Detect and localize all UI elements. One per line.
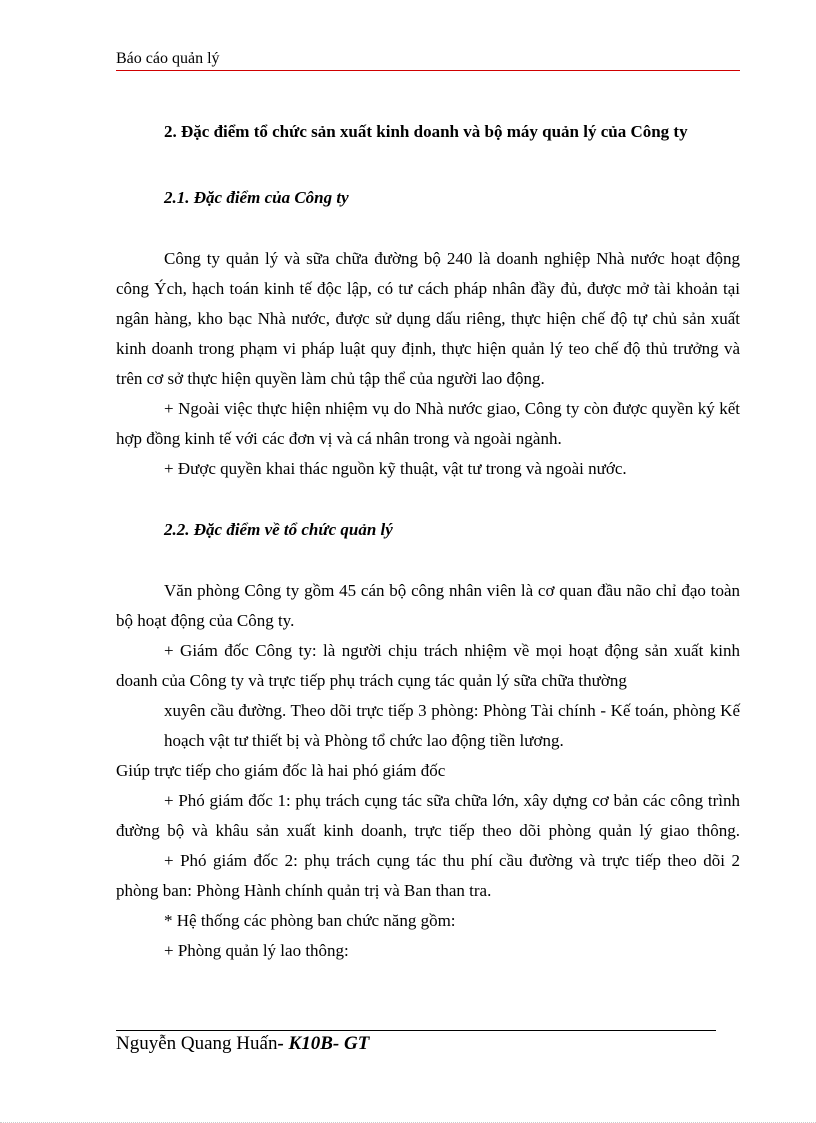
footer-divider (116, 1030, 716, 1031)
header-divider (116, 70, 740, 71)
paragraph: Giúp trực tiếp cho giám đốc là hai phó giám đốc (116, 761, 446, 780)
document-body (116, 117, 740, 966)
paragraph: + Được quyền khai thác nguồn kỹ thuật, vật tư trong và ngoài nước. (164, 459, 627, 478)
section-2-heading: 2. Đặc điểm tổ chức sản xuất kinh doanh và bộ máy quản lý của Công ty (164, 122, 688, 141)
paragraph: * Hệ thống các phòng ban chức năng gồm: (164, 911, 456, 930)
paragraph: xuyên cầu đường. Theo dõi trực tiếp 3 phòng: Phòng Tài chính - Kế toán, phòng Kế hoạch vật tư thiết bị và Phòng tổ chức lao động tiền lương. (164, 701, 740, 750)
footer-author: Nguyễn Quang Huấn (116, 1033, 278, 1054)
page-footer (116, 1033, 369, 1055)
paragraph: + Phó giám đốc 2: phụ trách cụng tác thu phí cầu đường và trực tiếp theo dõi 2 phòng ban: Phòng Hành chính quản trị và Ban than tra. (116, 851, 740, 900)
paragraph: + Giám đốc Công ty: là người chịu trách nhiệm về mọi hoạt động sản xuất kinh doanh của Công ty và trực tiếp phụ trách cụng tác quản lý sữa chữa thường (116, 641, 740, 690)
paragraph: + Phòng quản lý lao thông: (164, 941, 349, 960)
footer-code: - K10B- GT (277, 1033, 370, 1054)
paragraph: + Phó giám đốc 1: phụ trách cụng tác sữa chữa lớn, xây dựng cơ bản các công trình đường bộ và khâu sản xuất kinh doanh, trực tiếp theo dõi phòng quản lý giao thông. (116, 791, 740, 840)
paragraph: Công ty quản lý và sữa chữa đường bộ 240 là doanh nghiệp Nhà nước hoạt động công Ých, hạch toán kinh tế độc lập, có tư cách pháp nhân đầy đủ, được mở tài khoản tại ngân hàng, kho bạc Nhà nước, được sử dụng dấu riêng, thực hiện chế độ tự chủ sản xuất kinh doanh trong phạm vi pháp luật quy định, thực hiện quản lý teo chế độ thủ trưởng và trên cơ sở thực hiện quyền làm chủ tập thể của người lao động. (116, 249, 740, 388)
section-2-2-heading: 2.2. Đặc điểm về tổ chức quản lý (164, 520, 393, 539)
paragraph: Văn phòng Công ty gồm 45 cán bộ công nhân viên là cơ quan đầu não chỉ đạo toàn bộ hoạt động của Công ty. (116, 581, 740, 630)
page-header-title: Báo cáo quản lý (116, 50, 220, 67)
section-2-1-heading: 2.1. Đặc điểm của Công ty (164, 188, 349, 207)
paragraph: + Ngoài việc thực hiện nhiệm vụ do Nhà nước giao, Công ty còn được quyền ký kết hợp đồng kinh tế với các đơn vị và cá nhân trong và ngoài ngành. (116, 399, 740, 448)
